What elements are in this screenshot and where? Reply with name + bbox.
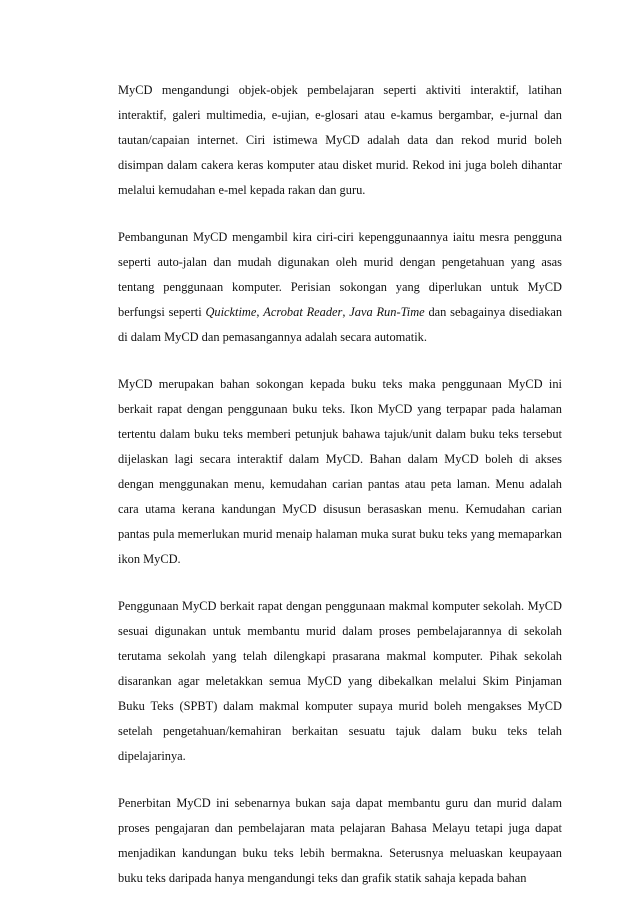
paragraph-2-text-b: dan sebagainya disediakan di dalam MyCD dan pemasangannya adalah secara automatik. xyxy=(118,305,563,344)
paragraph-5: Penerbitan MyCD ini sebenarnya bukan saja dapat membantu guru dan murid dalam proses pengajaran dan pembelajaran mata pelajaran Bahasa Melayu tetapi juga dapat menjadikan kandungan buku teks lebih bermakna. Seterusnya meluaskan keupayaan buku teks daripada hanya mengandungi teks dan grafik statik sahaja kepada bahan xyxy=(118,796,562,885)
software-quicktime: Quicktime xyxy=(205,305,257,319)
document-page xyxy=(118,78,562,913)
paragraph-4: Penggunaan MyCD berkait rapat dengan penggunaan makmal komputer sekolah. MyCD sesuai digunakan untuk membantu murid dalam proses pembelajarannya di sekolah terutama sekolah yang telah dilengkapi prasarana makmal komputer. Pihak sekolah disarankan agar meletakkan semua MyCD yang dibekalkan melalui Skim Pinjaman Buku Teks (SPBT) dalam makmal komputer supaya murid boleh mengakses MyCD setelah pengetahuan/kemahiran berkaitan sesuatu tajuk dalam buku teks telah dipelajarinya. xyxy=(118,599,562,763)
software-java-runtime: Java Run-Time xyxy=(349,305,425,319)
paragraph-1: MyCD mengandungi objek-objek pembelajaran seperti aktiviti interaktif, latihan interaktif, galeri multimedia, e-ujian, e-glosari atau e-kamus bergambar, e-jurnal dan tautan/capaian internet. Ciri istimewa MyCD adalah data dan rekod murid boleh disimpan dalam cakera keras komputer atau disket murid. Rekod ini juga boleh dihantar melalui kemudahan e-mel kepada rakan dan guru. xyxy=(118,83,562,197)
paragraph-2-text-a: Pembangunan MyCD mengambil kira ciri-ciri kepenggunaannya iaitu mesra pengguna seperti auto-jalan dan mudah digunakan oleh murid dengan pengetahuan yang asas tentang penggunaan komputer. Perisian sokongan yang diperlukan untuk MyCD berfungsi seperti xyxy=(118,230,562,319)
software-acrobat-reader: Acrobat Reader xyxy=(263,305,343,319)
paragraph-2 xyxy=(118,225,562,350)
separator: , xyxy=(342,305,350,319)
paragraph-3: MyCD merupakan bahan sokongan kepada buku teks maka penggunaan MyCD ini berkait rapat dengan penggunaan buku teks. Ikon MyCD yang terpapar pada halaman tertentu dalam buku teks memberi petunjuk bahawa tajuk/unit dalam buku teks tersebut dijelaskan lagi secara interaktif dalam MyCD. Bahan dalam MyCD boleh di akses dengan menggunakan menu, kemudahan carian pantas atau peta laman. Menu adalah cara utama kerana kandungan MyCD disusun berasaskan menu. Kemudahan carian pantas pula memerlukan murid menaip halaman muka surat buku teks yang memaparkan ikon MyCD. xyxy=(118,377,562,566)
separator: , xyxy=(256,305,264,319)
